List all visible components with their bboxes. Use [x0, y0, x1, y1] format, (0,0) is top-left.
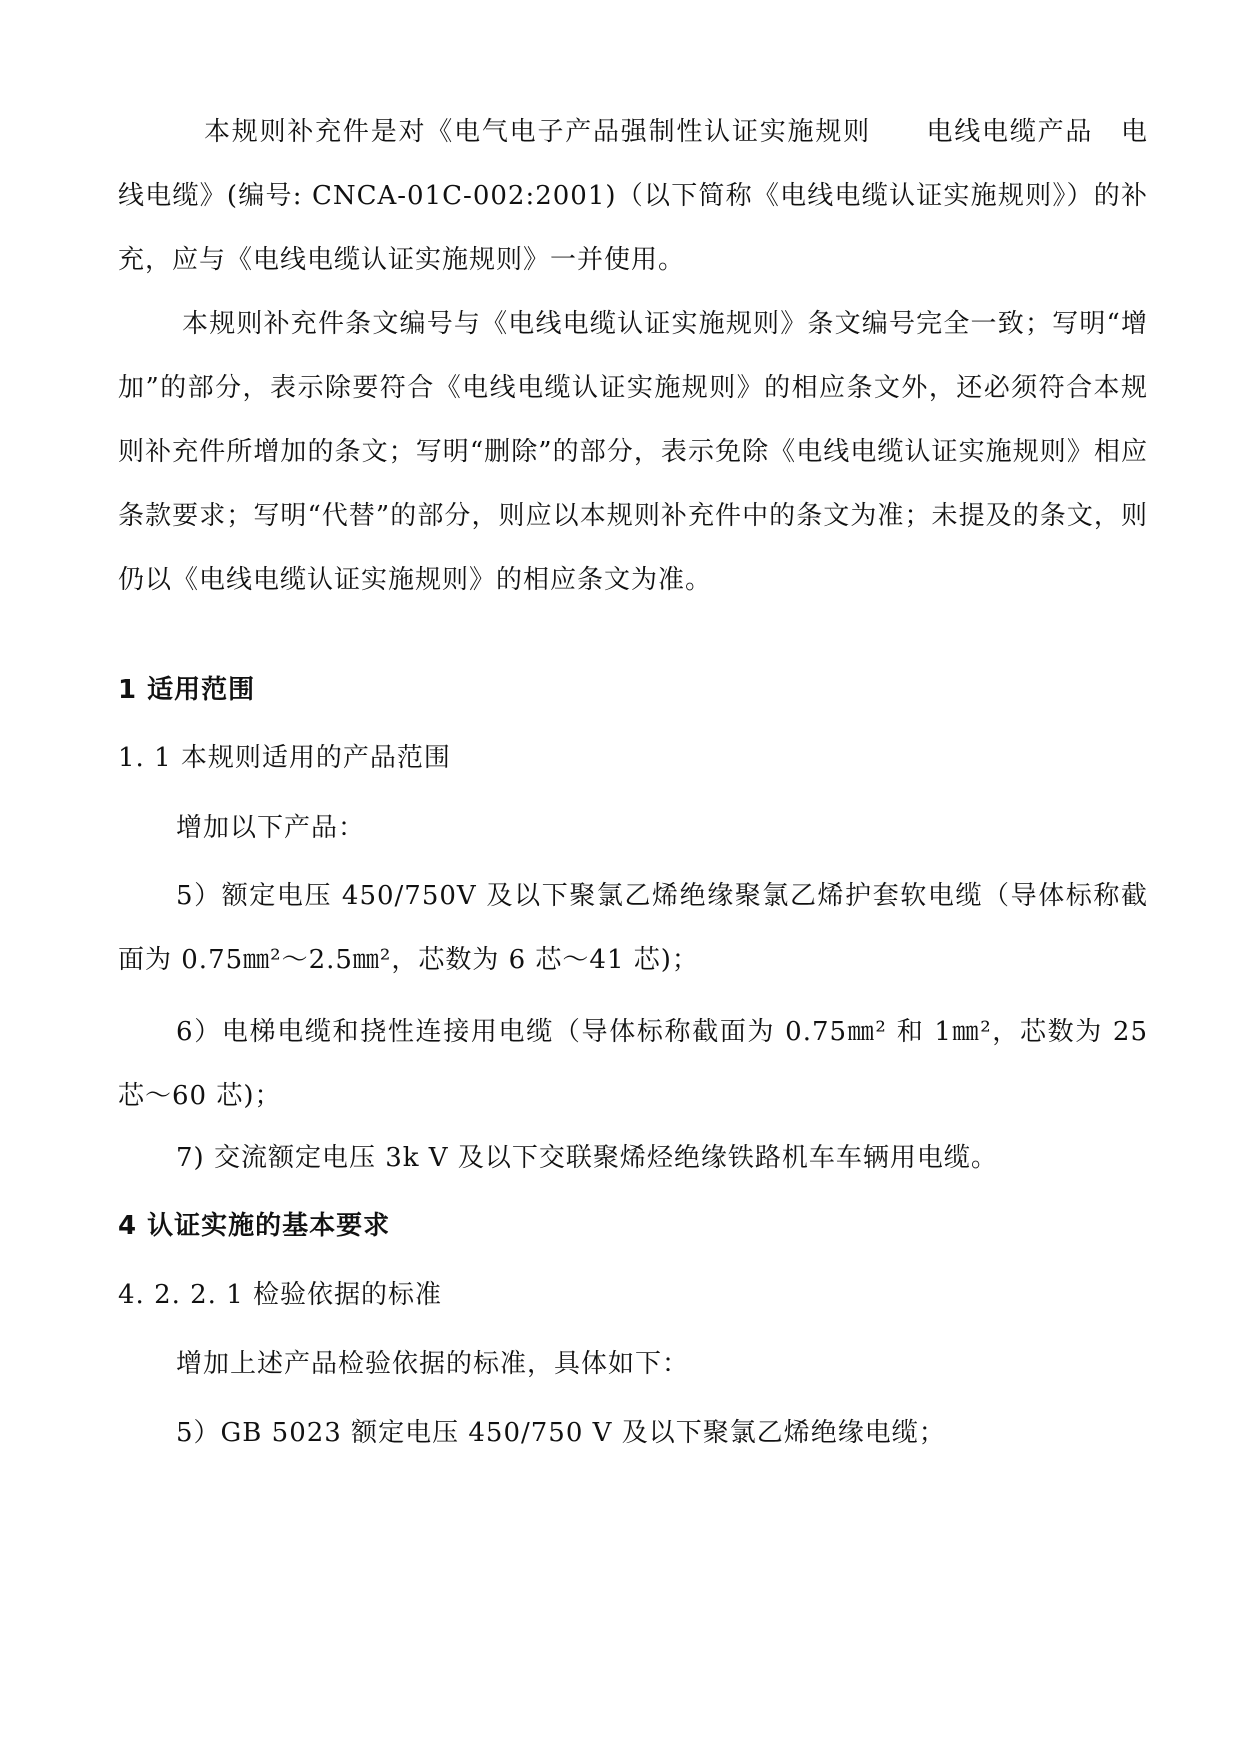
section-1-item-5: 5）额定电压 450/750V 及以下聚氯乙烯绝缘聚氯乙烯护套软电缆（导体标称截面为 0.75㎜²～2.5㎜²，芯数为 6 芯～41 芯)； — [118, 881, 1148, 975]
intro-paragraph-1: 本规则补充件是对《电气电子产品强制性认证实施规则 电线电缆产品 电线电缆》(编号: CNCA-01C-002:2001)（以下简称《电线电缆认证实施规则》）的补充，应与《电线电缆认证实施规则》一并使用。 — [118, 117, 1148, 275]
section-1-1-heading: 1. 1 本规则适用的产品范围 — [118, 743, 451, 773]
section-4-heading: 4 认证实施的基本要求 — [118, 1211, 391, 1241]
section-1-item-6: 6）电梯电缆和挠性连接用电缆（导体标称截面为 0.75㎜² 和 1㎜²，芯数为 25 芯～60 芯)； — [118, 1017, 1148, 1111]
section-4-lead: 增加上述产品检验依据的标准，具体如下： — [176, 1349, 690, 1379]
intro-paragraph-2: 本规则补充件条文编号与《电线电缆认证实施规则》条文编号完全一致；写明“增加”的部分，表示除要符合《电线电缆认证实施规则》的相应条文外，还必须符合本规则补充件所增加的条文；写明“删除”的部分，表示免除《电线电缆认证实施规则》相应条款要求；写明“代替”的部分，则应以本规则补充件中的条文为准；未提及的条文，则仍以《电线电缆认证实施规则》的相应条文为准。 — [118, 309, 1148, 595]
section-4-2-2-1-heading: 4. 2. 2. 1 检验依据的标准 — [118, 1280, 443, 1310]
section-1-lead: 增加以下产品： — [176, 813, 366, 843]
section-4-item-5: 5）GB 5023 额定电压 450/750 V 及以下聚氯乙烯绝缘电缆； — [176, 1418, 946, 1448]
section-1-item-7: 7) 交流额定电压 3k V 及以下交联聚烯烃绝缘铁路机车车辆用电缆。 — [176, 1143, 998, 1173]
section-1-heading: 1 适用范围 — [118, 675, 256, 705]
